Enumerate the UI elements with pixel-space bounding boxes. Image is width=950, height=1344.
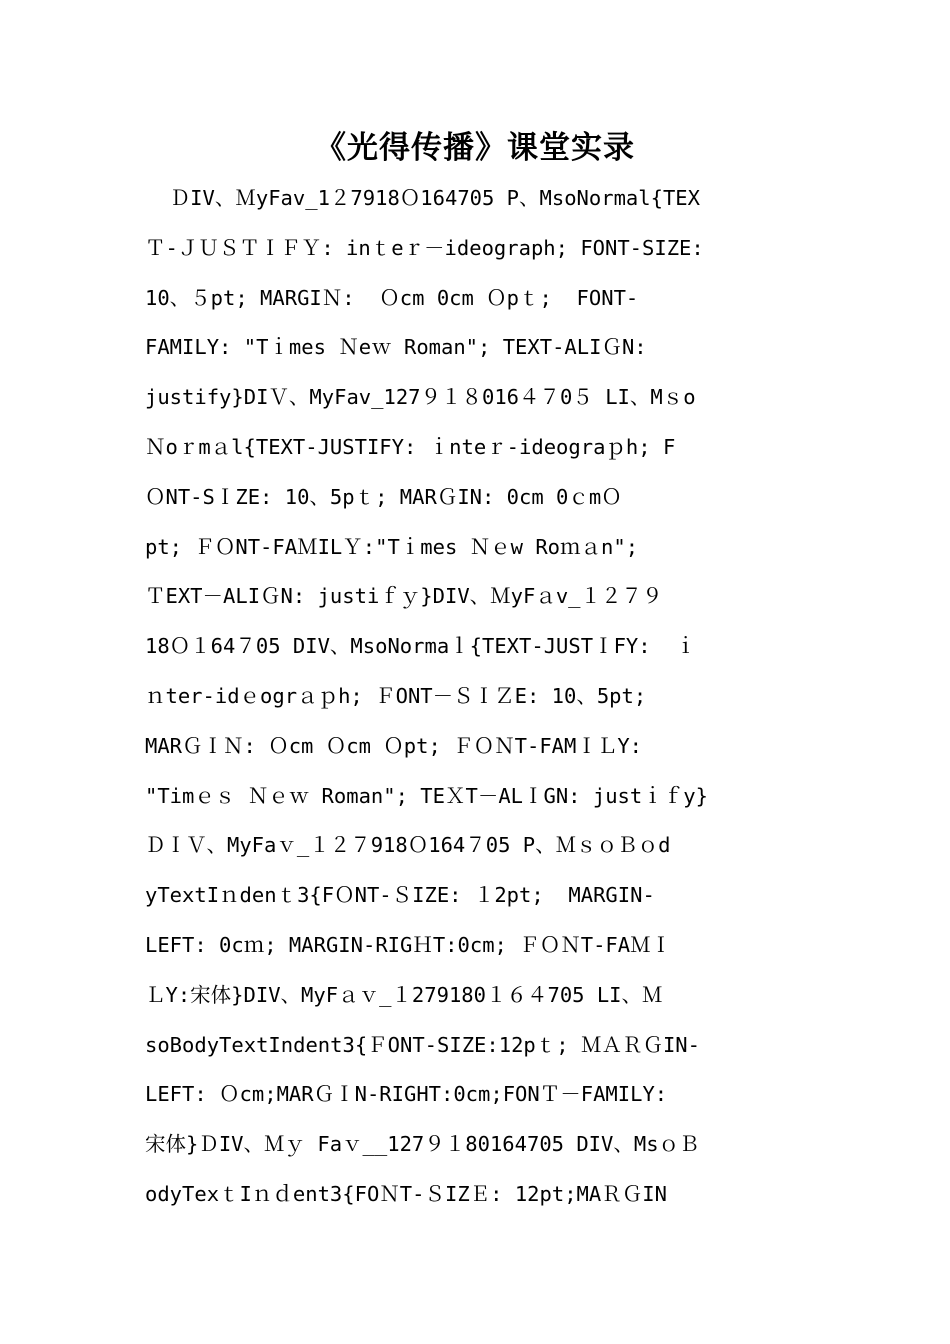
body-line: pt; ＦＯNT-FAＭILＹ:"Tｉmes Ｎｅw Roｍａn";	[145, 534, 639, 559]
body-line: ＬY:宋体}DIV、MyFａｖ_１279180１６４705 LI、Ｍ	[145, 982, 663, 1007]
body-line: "Timｅｓ Ｎｅｗ Roman"; TEＸT－ALＩGN: justｉｆy}	[145, 783, 708, 808]
body-line: soBodyTextIndent3{ＦONT-SIZE:12pｔ; ＭＡＲＧIN-	[145, 1032, 700, 1057]
body-line: ｎter-idｅogrａｐh; ＦONT－ＳＩＺE: 10、5pt;	[145, 683, 647, 708]
body-line: 18Ｏ１64７05 DIV、MsoNormaｌ{TEXT-JUSTＩFY: ｉ	[145, 634, 696, 659]
body-line: Ｔ-ＪＵＳＴＩＦＹ: inｔeｒ－ideograph; FONT-SIZE:	[145, 235, 704, 260]
body-line: LEFT: Ｏcm;MARＧＩN-RIGHT:0cm;FONＴ－FAMILY:	[145, 1082, 668, 1107]
body-line: justify}DIＶ、MyFav_127９１８016４７0５ LI、Mｓo	[145, 385, 696, 410]
body-line: FAMILY: "Tｉmes Ｎeｗ Roman"; TEXT-ALIＧN:	[145, 335, 647, 360]
body-line: 宋体}ＤIV、Ｍｙ Faｖ__127９１80164705 DIV、MsｏＢ	[145, 1132, 700, 1157]
body-line: ＤIV、ＭyFav_1２7918Ｏ164705 P、MsoNormal{TEX	[145, 186, 700, 210]
body-line: LEFT: 0cｍ; MARGIN-RIGＨT:0cm; ＦＯＮT-FAＭＩ	[145, 932, 672, 957]
body-line: ＯNT-SＩZE: 10、5pｔ; MARＧIN: 0cm 0ｃmＯ	[145, 484, 622, 509]
document-title: 《光得传播》课堂实录	[315, 130, 635, 166]
body-line: ＤＩＶ、MyFaｖ_１２７918Ｏ164７05 P、ＭｓｏＢｏd	[145, 833, 671, 858]
body-line: yTextIｎdenｔ3{FＯNT-ＳIZE: １2pt; MARGIN-	[145, 883, 655, 908]
body-line: Ｎoｒmａl{TEXT-JUSTIFY: ｉnteｒ-ideograｐh; F	[145, 434, 676, 459]
body-line: ＴEXT－ALIＧN: justiｆｙ}DIV、ＭyFａv_１２７９	[145, 584, 663, 609]
body-line: MARＧＩＮ: Ｏcm Ｏcm Ｏpt; ＦＯＮT-FAMＩＬY:	[145, 733, 643, 758]
body-line: odyTexｔIｎｄent3{FOＮT-ＳIZＥ: 12pt;MAＲＧIN	[145, 1181, 667, 1206]
document-body	[145, 174, 810, 1220]
body-line: 10、５pt; MARGIＮ: Ｏcm 0cm Ｏpｔ; FONT-	[145, 285, 639, 310]
